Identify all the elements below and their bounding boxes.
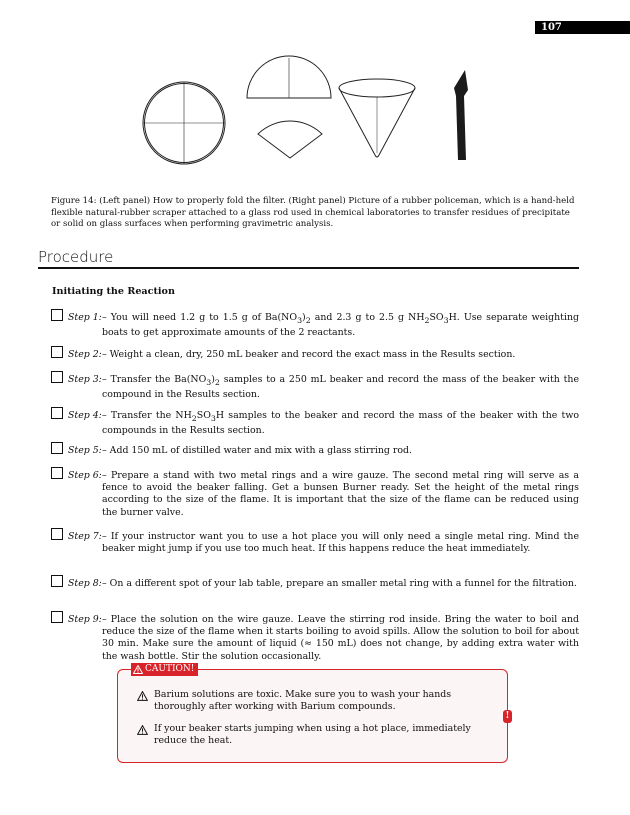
step-8-text: – On a different spot of your lab table, prepare an smaller metal ring with a funnel for the filtration. — [102, 578, 577, 589]
step-4-label: Step 4: — [68, 410, 102, 421]
step-3-checkbox[interactable] — [51, 371, 63, 383]
caution-item-text: Barium solutions are toxic. Make sure you to wash your hands thoroughly after working with Barium compounds. — [154, 689, 452, 713]
figure-filter-folding-and-rubber-policeman — [0, 50, 630, 170]
step-5-text: – Add 150 mL of distilled water and mix with a glass stirring rod. — [102, 445, 412, 456]
section-divider — [38, 267, 579, 269]
step-3-label: Step 3: — [68, 374, 102, 385]
step-7-label: Step 7: — [68, 531, 102, 542]
caution-exclamation-marker: ! — [503, 710, 512, 723]
step-7-text: – If your instructor want you to use a hot place you will only need a single metal ring. Mind the beaker might jump if you use too much heat. If this happens reduce the heat immediately. — [102, 531, 579, 555]
step-7-checkbox[interactable] — [51, 528, 63, 540]
warning-triangle-icon — [137, 691, 148, 701]
step-9-text: – Place the solution on the wire gauze. Leave the stirring rod inside. Bring the water to boil and reduce the size of the flame when it starts boiling to avoid spills. Allow the solution to boil for about 30 min. Make sure the amount of liquid (≈ 150 mL) does not change, by adding extra water with the wash bottle. Stir the solution occasionally. — [102, 614, 579, 662]
step-2-text: – Weight a clean, dry, 250 mL beaker and record the exact mass in the Results section. — [102, 349, 516, 360]
step-8-label: Step 8: — [68, 578, 102, 589]
page-number: 107 — [535, 21, 630, 34]
filter-half-fold-illustration — [247, 56, 331, 98]
step-6-label: Step 6: — [68, 470, 102, 481]
step-8-checkbox[interactable] — [51, 575, 63, 587]
filter-cone-illustration — [339, 79, 415, 157]
warning-triangle-icon — [137, 725, 148, 735]
step-1-checkbox[interactable] — [51, 309, 63, 321]
step-4-checkbox[interactable] — [51, 407, 63, 419]
caution-tag — [131, 663, 198, 676]
subsection-title: Initiating the Reaction — [52, 286, 175, 297]
figure-caption: Figure 14: (Left panel) How to properly fold the filter. (Right panel) Picture of a rubber policeman, which is a hand-held flexible natural-rubber scraper attached to a glass rod used in chemical laboratories to transfer residues of precipitate or solid on glass surfaces when performing gravimetric analysis. — [51, 196, 575, 229]
step-2-label: Step 2: — [68, 349, 102, 360]
step-5-label: Step 5: — [68, 445, 102, 456]
step-9-label: Step 9: — [68, 614, 102, 625]
step-4-text: – Transfer the $NH_2SO_3H$ samples to the beaker and record the mass of the beaker with the two compounds in the Results section. — [102, 410, 579, 437]
step-9-checkbox[interactable] — [51, 611, 63, 623]
filter-circle-illustration — [143, 82, 225, 164]
step-2-checkbox[interactable] — [51, 346, 63, 358]
step-1-label: Step 1: — [68, 312, 102, 323]
step-5-checkbox[interactable] — [51, 442, 63, 454]
section-title: Procedure — [38, 248, 114, 266]
warning-triangle-icon — [133, 665, 143, 674]
filter-quarter-fold-illustration — [258, 121, 322, 158]
step-1-text: – You will need 1.2 g to 1.5 g of $Ba(NO_3)_2$ and 2.3 g to 2.5 g $NH_2SO_3H$. Use separate weighting boats to get approximate amounts of the 2 reactants. — [102, 312, 579, 339]
step-6-text: – Prepare a stand with two metal rings and a wire gauze. The second metal ring will serve as a fence to avoid the beaker falling. Get a bunsen Burner ready. Set the height of the metal rings according to the size of the flame. It is important that the size of the flame can be reduced using the burner valve. — [102, 470, 579, 518]
caution-title: CAUTION! — [145, 664, 195, 674]
caution-item-text: If your beaker starts jumping when using a hot place, immediately reduce the heat. — [154, 723, 471, 747]
caution-box — [117, 664, 510, 763]
rubber-policeman-illustration — [454, 70, 468, 160]
step-3-text: – Transfer the $Ba(NO_3)_2$ samples to a 250 mL beaker and record the mass of the beaker with the compound in the Results section. — [102, 374, 579, 401]
step-6-checkbox[interactable] — [51, 467, 63, 479]
